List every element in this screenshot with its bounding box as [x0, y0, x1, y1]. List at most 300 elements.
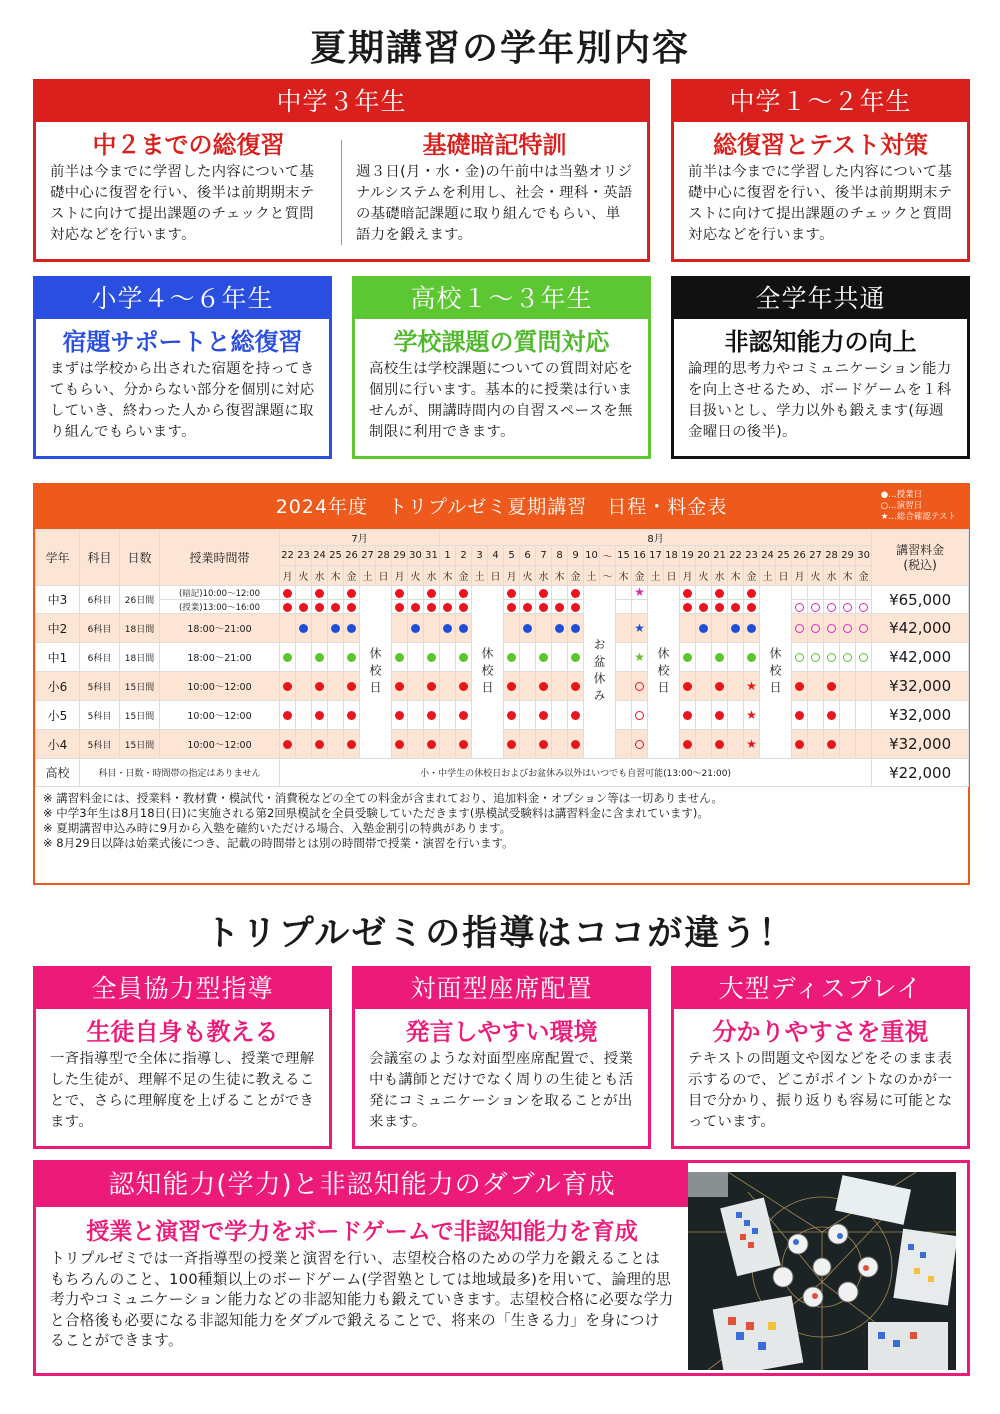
- schedule-cell: [696, 600, 712, 614]
- class-day-dot: [571, 711, 580, 720]
- class-day-dot: [459, 740, 468, 749]
- schedule-cell: [392, 643, 408, 672]
- closed-day-label: 休校日: [656, 646, 671, 698]
- class-day-dot: [443, 603, 452, 612]
- row-days: 15日間: [120, 701, 160, 730]
- schedule-cell: [312, 600, 328, 614]
- closed-day-label: 休校日: [368, 646, 382, 698]
- class-day-dot: [683, 711, 692, 720]
- weekday-cell: ～: [600, 566, 616, 586]
- class-day-dot: [459, 624, 468, 633]
- schedule-cell: [520, 672, 536, 701]
- date-cell: 27: [808, 546, 824, 566]
- class-day-dot: [747, 653, 756, 662]
- header-fee: 講習料金 (税込): [872, 530, 969, 586]
- schedule-cell: [424, 600, 440, 614]
- schedule-cell: [552, 643, 568, 672]
- row-subjects: 5科目: [80, 730, 120, 759]
- card-chu12-header: 中学１～２年生: [674, 82, 967, 122]
- class-day-dot: [715, 740, 724, 749]
- schedule-cell: [792, 672, 808, 701]
- schedule-cell: [440, 730, 456, 759]
- schedule-cell: [440, 672, 456, 701]
- practice-day-ring: [843, 624, 852, 633]
- weekday-cell: 木: [728, 566, 744, 586]
- row-subjects: 5科目: [80, 672, 120, 701]
- class-day-dot: [283, 603, 292, 612]
- date-cell: 22: [280, 546, 296, 566]
- class-day-dot: [747, 589, 756, 598]
- schedule-cell: [520, 600, 536, 614]
- row-fee: ¥32,000: [872, 701, 969, 730]
- schedule-cell: [504, 586, 520, 600]
- schedule-cell: [296, 643, 312, 672]
- schedule-cell: [568, 672, 584, 701]
- date-cell: 23: [744, 546, 760, 566]
- schedule-cell: [792, 701, 808, 730]
- class-day-dot: [715, 603, 724, 612]
- schedule-cell: [456, 672, 472, 701]
- class-day-dot: [347, 711, 356, 720]
- row-time: (暗記)10:00～12:00: [160, 586, 280, 600]
- schedule-cell: [280, 586, 296, 600]
- class-day-dot: [283, 653, 292, 662]
- schedule-cell: [552, 701, 568, 730]
- weekday-cell: 日: [664, 566, 680, 586]
- class-day-dot: [411, 624, 420, 633]
- practice-day-ring: [843, 653, 852, 662]
- schedule-cell: [696, 586, 712, 600]
- schedule-cell: [616, 730, 632, 759]
- class-day-dot: [507, 603, 516, 612]
- schedule-cell: [424, 643, 440, 672]
- schedule-cell: [840, 730, 856, 759]
- class-day-dot: [315, 711, 324, 720]
- row-subjects: 6科目: [80, 586, 120, 614]
- class-day-dot: [427, 589, 436, 598]
- schedule-cell: [568, 600, 584, 614]
- date-cell: 6: [520, 546, 536, 566]
- class-day-dot: [571, 603, 580, 612]
- schedule-cell: [344, 643, 360, 672]
- schedule-cell: [568, 730, 584, 759]
- feature-seating-header: 対面型座席配置: [355, 969, 648, 1009]
- schedule-cell: [280, 730, 296, 759]
- schedule-cell: [632, 701, 648, 730]
- schedule-cell: [616, 600, 632, 614]
- schedule-cell: [744, 600, 760, 614]
- schedule-cell: [408, 701, 424, 730]
- feature-display-text: テキストの問題文や図などをそのまま表示するので、どこがポイントなのかが一目で分かり、振り返りも容易に可能となっています。: [688, 1051, 953, 1130]
- card-highschool-header: 高校１～３年生: [355, 279, 648, 319]
- test-star: ★: [746, 707, 757, 722]
- schedule-cell: [440, 643, 456, 672]
- class-day-dot: [395, 653, 404, 662]
- schedule-cell: [840, 614, 856, 643]
- schedule-cell: [440, 600, 456, 614]
- weekday-cell: 日: [488, 566, 504, 586]
- schedule-cell: [504, 600, 520, 614]
- schedule-cell: [504, 614, 520, 643]
- schedule-cell: [344, 600, 360, 614]
- class-day-dot: [459, 653, 468, 662]
- schedule-cell: [712, 701, 728, 730]
- class-day-dot: [395, 740, 404, 749]
- weekday-cell: 木: [328, 566, 344, 586]
- card-elementary-subtitle: 宿題サポートと総復習: [62, 328, 303, 356]
- class-day-dot: [315, 603, 324, 612]
- class-day-dot: [331, 624, 340, 633]
- class-day-dot: [571, 740, 580, 749]
- class-day-dot: [539, 603, 548, 612]
- class-day-dot: [731, 603, 740, 612]
- schedule-cell: [632, 586, 648, 600]
- schedule-cell: [824, 600, 840, 614]
- weekday-cell: 金: [568, 566, 584, 586]
- class-day-dot: [571, 682, 580, 691]
- schedule-cell: [520, 730, 536, 759]
- schedule-cell: [344, 586, 360, 600]
- practice-day-ring: [795, 624, 804, 633]
- date-cell: 23: [296, 546, 312, 566]
- date-cell: 5: [504, 546, 520, 566]
- schedule-cell: [840, 586, 856, 600]
- schedule-cell: [408, 600, 424, 614]
- schedule-cell: [712, 730, 728, 759]
- schedule-cell: [744, 672, 760, 701]
- schedule-cell: [328, 730, 344, 759]
- class-day-dot: [283, 711, 292, 720]
- schedule-cell: [280, 672, 296, 701]
- row-days: 15日間: [120, 672, 160, 701]
- class-day-dot: [555, 624, 564, 633]
- date-cell: 26: [344, 546, 360, 566]
- practice-day-ring: [635, 711, 644, 720]
- class-day-dot: [299, 603, 308, 612]
- weekday-cell: 水: [824, 566, 840, 586]
- class-day-dot: [395, 711, 404, 720]
- feature-cooperative-header: 全員協力型指導: [36, 969, 329, 1009]
- practice-day-ring: [843, 603, 852, 612]
- schedule-cell: [424, 586, 440, 600]
- schedule-cell: [728, 600, 744, 614]
- class-day-dot: [539, 740, 548, 749]
- board-game-photo-illustration: [688, 1172, 956, 1370]
- schedule-cell: [712, 672, 728, 701]
- date-cell: 31: [424, 546, 440, 566]
- class-day-dot: [283, 740, 292, 749]
- schedule-cell: [680, 730, 696, 759]
- schedule-cell: [856, 614, 872, 643]
- practice-day-ring: [859, 624, 868, 633]
- class-day-dot: [539, 589, 548, 598]
- schedule-cell: [536, 701, 552, 730]
- weekday-cell: 水: [312, 566, 328, 586]
- class-day-dot: [795, 740, 804, 749]
- schedule-cell: [552, 730, 568, 759]
- practice-day-ring: [795, 603, 804, 612]
- row-grade: 小4: [36, 730, 80, 759]
- schedule-table: [35, 529, 969, 787]
- class-day-dot: [747, 624, 756, 633]
- schedule-cell: [408, 672, 424, 701]
- class-day-dot: [427, 711, 436, 720]
- date-cell: 30: [408, 546, 424, 566]
- row-grade: 中1: [36, 643, 80, 672]
- closed-day-block: [648, 586, 680, 759]
- schedule-cell: [744, 701, 760, 730]
- schedule-cell: [344, 614, 360, 643]
- schedule-cell: [856, 643, 872, 672]
- schedule-legend: [881, 490, 956, 523]
- row-days: 18日間: [120, 614, 160, 643]
- row-grade: 中3: [36, 586, 80, 614]
- schedule-cell: [696, 701, 712, 730]
- row-fee: ¥32,000: [872, 730, 969, 759]
- legend-class-day: ●…授業日: [880, 490, 923, 500]
- schedule-cell: [808, 672, 824, 701]
- schedule-cell: [824, 730, 840, 759]
- schedule-cell: [792, 586, 808, 600]
- schedule-cell: [520, 586, 536, 600]
- class-day-dot: [507, 682, 516, 691]
- schedule-cell: [616, 614, 632, 643]
- class-day-dot: [715, 711, 724, 720]
- class-day-dot: [539, 653, 548, 662]
- schedule-cell: [856, 730, 872, 759]
- schedule-cell: [824, 614, 840, 643]
- feature-cooperative-subtitle: 生徒自身も教える: [86, 1018, 279, 1046]
- class-day-dot: [699, 603, 708, 612]
- weekday-cell: 木: [616, 566, 632, 586]
- schedule-cell: [392, 701, 408, 730]
- koukou-open-hours: 小・中学生の休校日およびお盆休み以外はいつでも自習可能(13:00～21:00): [280, 759, 872, 787]
- class-day-dot: [395, 589, 404, 598]
- class-day-dot: [507, 589, 516, 598]
- class-day-dot: [555, 603, 564, 612]
- schedule-cell: [680, 643, 696, 672]
- row-grade: 中2: [36, 614, 80, 643]
- class-day-dot: [571, 589, 580, 598]
- class-day-dot: [539, 711, 548, 720]
- date-cell: 28: [824, 546, 840, 566]
- card-chu12-text: 前半は今までに学習した内容について基礎中心に復習を行い、後半は前期期末テストに向けて提出課題のチェックと質問対応などを行います。: [688, 164, 953, 243]
- date-cell: 10: [584, 546, 600, 566]
- schedule-cell: [312, 730, 328, 759]
- schedule-cell: [696, 614, 712, 643]
- class-day-dot: [347, 603, 356, 612]
- schedule-cell: [536, 643, 552, 672]
- class-day-dot: [523, 603, 532, 612]
- schedule-cell: [792, 614, 808, 643]
- weekday-cell: 月: [680, 566, 696, 586]
- schedule-cell: [728, 643, 744, 672]
- schedule-cell: [520, 701, 536, 730]
- schedule-cell: [568, 701, 584, 730]
- card-all-grades-header: 全学年共通: [674, 279, 967, 319]
- weekday-cell: 火: [296, 566, 312, 586]
- row-fee-koukou: ¥22,000: [872, 759, 969, 787]
- schedule-cell: [568, 586, 584, 600]
- card-elementary-text: まずは学校から出された宿題を持ってきてもらい、分からない部分を個別に対応していき、終わった人から復習課題に取り組んでもらいます。: [50, 361, 315, 440]
- header-days: 日数: [120, 530, 160, 586]
- schedule-cell: [456, 701, 472, 730]
- schedule-cell: [280, 600, 296, 614]
- schedule-cell: [728, 701, 744, 730]
- schedule-cell: [632, 643, 648, 672]
- schedule-cell: [392, 586, 408, 600]
- practice-day-ring: [811, 603, 820, 612]
- schedule-cell: [280, 643, 296, 672]
- card-highschool-text: 高校生は学校課題についての質問対応を個別に行います。基本的に授業は行いませんが、開講時間内の自習スペースを無制限に利用できます。: [369, 361, 634, 440]
- feature-card-seating: [352, 966, 651, 1149]
- board-game-photo: [688, 1172, 956, 1370]
- schedule-cell: [408, 614, 424, 643]
- class-day-dot: [459, 589, 468, 598]
- test-star: ★: [634, 585, 645, 599]
- practice-day-ring: [811, 624, 820, 633]
- date-cell: 26: [792, 546, 808, 566]
- row-time: 10:00～12:00: [160, 730, 280, 759]
- schedule-cell: [728, 586, 744, 600]
- card-elementary: [33, 276, 332, 459]
- schedule-cell: [456, 730, 472, 759]
- class-day-dot: [715, 589, 724, 598]
- date-cell: 9: [568, 546, 584, 566]
- schedule-cell: [536, 614, 552, 643]
- weekday-cell: 火: [696, 566, 712, 586]
- closed-day-block: [360, 586, 392, 759]
- class-day-dot: [347, 740, 356, 749]
- weekday-cell: 金: [856, 566, 872, 586]
- weekday-cell: 金: [632, 566, 648, 586]
- date-cell: 15: [616, 546, 632, 566]
- schedule-cell: [536, 672, 552, 701]
- date-cell: 22: [728, 546, 744, 566]
- class-day-dot: [827, 740, 836, 749]
- legend-test: ★…総合確認テスト: [880, 512, 956, 522]
- schedule-cell: [504, 643, 520, 672]
- schedule-cell: [408, 643, 424, 672]
- row-subjects: 6科目: [80, 643, 120, 672]
- schedule-header: [35, 485, 968, 529]
- weekday-cell: 金: [456, 566, 472, 586]
- card-all-grades-subtitle: 非認知能力の向上: [724, 328, 917, 356]
- schedule-cell: [456, 643, 472, 672]
- schedule-cell: [696, 672, 712, 701]
- weekday-cell: 金: [744, 566, 760, 586]
- class-day-dot: [795, 711, 804, 720]
- card-all-grades: [671, 276, 970, 459]
- note-2: ※ 中学3年生は8月18日(日)に実施される第2回県模試を全員受験していただきます(県模試受験料は講習料金に含まれています)。: [43, 806, 709, 820]
- class-day-dot: [699, 624, 708, 633]
- schedule-cell: [712, 586, 728, 600]
- schedule-cell: [744, 730, 760, 759]
- class-day-dot: [507, 653, 516, 662]
- class-day-dot: [731, 624, 740, 633]
- schedule-cell: [552, 614, 568, 643]
- feature-card-display: [671, 966, 970, 1149]
- class-day-dot: [411, 603, 420, 612]
- schedule-cell: [312, 643, 328, 672]
- schedule-cell: [392, 672, 408, 701]
- schedule-cell: [280, 701, 296, 730]
- weekday-cell: 金: [344, 566, 360, 586]
- date-cell: 8: [552, 546, 568, 566]
- schedule-cell: [328, 672, 344, 701]
- note-4: ※ 8月29日以降は始業式後につき、記載の時間帯とは別の時間帯で授業・演習を行います。: [43, 836, 514, 850]
- schedule-cell: [392, 600, 408, 614]
- class-day-dot: [283, 682, 292, 691]
- feature-display-header: 大型ディスプレイ: [674, 969, 967, 1009]
- schedule-cell: [680, 672, 696, 701]
- date-cell: 29: [840, 546, 856, 566]
- practice-day-ring: [827, 653, 836, 662]
- schedule-cell: [808, 701, 824, 730]
- schedule-cell: [824, 586, 840, 600]
- class-day-dot: [395, 603, 404, 612]
- schedule-cell: [344, 730, 360, 759]
- card-highschool-subtitle: 学校課題の質問対応: [393, 328, 610, 356]
- schedule-cell: [632, 600, 648, 614]
- class-day-dot: [683, 653, 692, 662]
- card-highschool: [352, 276, 651, 459]
- schedule-cell: [712, 614, 728, 643]
- schedule-cell: [808, 643, 824, 672]
- weekday-cell: 水: [712, 566, 728, 586]
- class-day-dot: [507, 711, 516, 720]
- weekday-cell: 日: [776, 566, 792, 586]
- header-july: 7月: [280, 530, 440, 546]
- test-star: ★: [746, 736, 757, 751]
- class-day-dot: [827, 711, 836, 720]
- schedule-cell: [744, 643, 760, 672]
- page-title: 夏期講習の学年別内容: [309, 28, 690, 69]
- feature-card-cooperative: [33, 966, 332, 1149]
- schedule-cell: [392, 614, 408, 643]
- test-star: ★: [634, 649, 645, 664]
- schedule-cell: [440, 586, 456, 600]
- schedule-cell: [440, 701, 456, 730]
- class-day-dot: [683, 682, 692, 691]
- class-day-dot: [347, 682, 356, 691]
- schedule-cell: [616, 672, 632, 701]
- schedule-cell: [632, 672, 648, 701]
- schedule-cell: [792, 730, 808, 759]
- row-grade: 小6: [36, 672, 80, 701]
- date-cell: 16: [632, 546, 648, 566]
- section-title: トリプルゼミの指導はココが違う！: [204, 914, 796, 954]
- row-days: 26日間: [120, 586, 160, 614]
- weekday-cell: 木: [440, 566, 456, 586]
- schedule-cell: [328, 614, 344, 643]
- schedule-table-panel: [33, 483, 970, 885]
- schedule-title: 2024年度 トリプルゼミ夏期講習 日程・料金表: [275, 496, 728, 518]
- schedule-cell: [568, 643, 584, 672]
- schedule-cell: [616, 701, 632, 730]
- schedule-cell: [296, 614, 312, 643]
- schedule-cell: [680, 701, 696, 730]
- date-cell: 3: [472, 546, 488, 566]
- schedule-cell: [296, 701, 312, 730]
- schedule-cell: [680, 600, 696, 614]
- class-day-dot: [715, 682, 724, 691]
- schedule-cell: [792, 600, 808, 614]
- class-day-dot: [683, 603, 692, 612]
- schedule-cell: [504, 730, 520, 759]
- class-day-dot: [683, 740, 692, 749]
- class-day-dot: [315, 653, 324, 662]
